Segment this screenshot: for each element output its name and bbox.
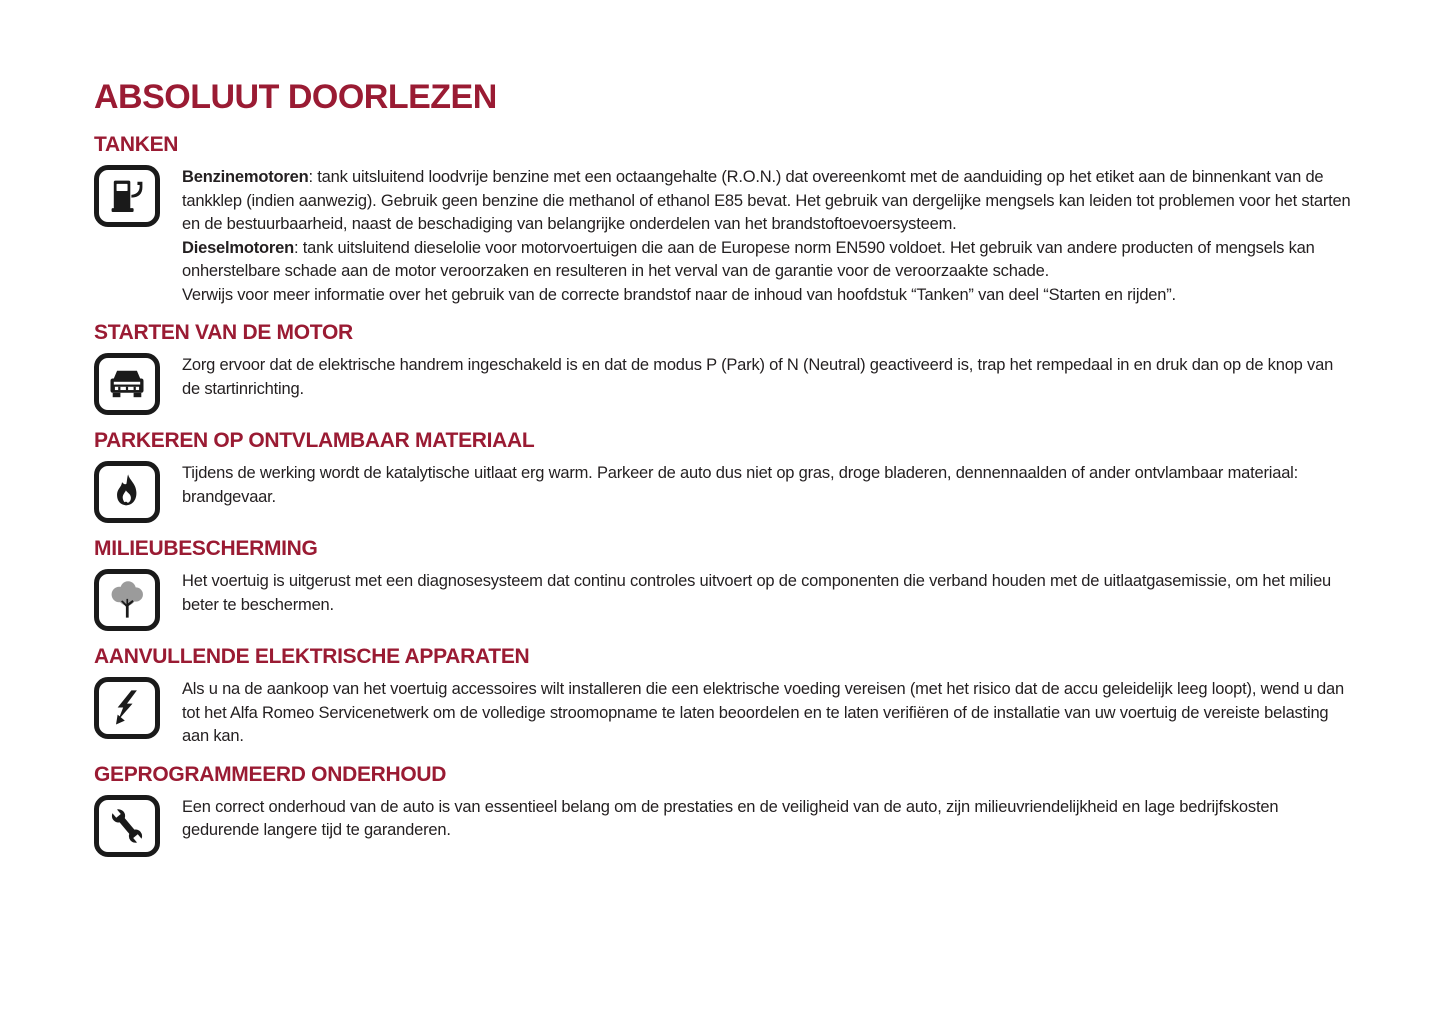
section-text-milieu — [182, 569, 1351, 617]
section-heading-onderhoud: GEPROGRAMMEERD ONDERHOUD — [94, 762, 447, 786]
section-heading-tanken: TANKEN — [94, 133, 179, 156]
car-icon — [94, 353, 160, 415]
paragraph-parkeren: Tijdens de werking wordt de katalytische uitlaat erg warm. Parkeer de auto dus niet op gras, droge bladeren, dennennaalden of ander ontvlambaar materiaal: brandgevaar. — [182, 464, 1299, 506]
section-parkeren — [94, 429, 1351, 523]
section-text-starten — [182, 353, 1351, 401]
section-heading-parkeren: PARKEREN OP ONTVLAMBAAR MATERIAAL — [94, 429, 535, 452]
section-onderhoud — [94, 763, 1351, 857]
paragraph-verwijs: Verwijs voor meer informatie over het gebruik van de correcte brandstof naar de inhoud van hoofdstuk “Tanken” van deel “Starten en rijden”. — [182, 285, 1176, 304]
section-elektrisch — [94, 645, 1351, 749]
paragraph-onderhoud: Een correct onderhoud van de auto is van essentieel belang om de prestaties en de veiligheid van de auto, zijn milieuvriendelijkheid en lage bedrijfskosten gedurende langere tijd te garanderen. — [182, 797, 1279, 839]
section-heading-milieu: MILIEUBESCHERMING — [94, 537, 318, 560]
section-starten — [94, 321, 1351, 415]
wrench-icon — [94, 795, 160, 857]
paragraph-dieselmotoren: Dieselmotoren: tank uitsluitend dieselolie voor motorvoertuigen die aan de Europese norm EN590 voldoet. Het gebruik van andere producten of mengsels kan onherstelbare schade aan de motor veroorzaken en resulteren in het verval van de garantie voor de veroorzaakte schade. — [182, 238, 1315, 280]
section-text-tanken — [182, 165, 1351, 307]
section-heading-elektrisch: AANVULLENDE ELEKTRISCHE APPARATEN — [94, 645, 530, 668]
fuel-pump-icon — [94, 165, 160, 227]
lightning-icon — [94, 677, 160, 739]
section-milieu — [94, 537, 1351, 631]
page-title: ABSOLUUT DOORLEZEN — [94, 78, 497, 116]
paragraph-elektrisch: Als u na de aankoop van het voertuig accessoires wilt installeren die een elektrische voeding vereisen (met het risico dat de accu geleidelijk leeg loopt), wend u dan tot het Alfa Romeo Servicenetwerk om de volledige stroomopname te laten beoordelen en te laten verifiëren of de installatie van uw voertuig de vereiste belasting aan kan. — [182, 680, 1344, 745]
section-tanken — [94, 133, 1351, 307]
paragraph-milieu: Het voertuig is uitgerust met een diagnosesysteem dat continu controles uitvoert op de componenten die verband houden met de uitlaatgasemissie, om het milieu beter te beschermen. — [182, 572, 1332, 614]
tree-icon — [94, 569, 160, 631]
paragraph-starten: Zorg ervoor dat de elektrische handrem ingeschakeld is en dat de modus P (Park) of N (Neutral) geactiveerd is, trap het rempedaal in en druk dan op de knop van de startinrichting. — [182, 356, 1334, 398]
flame-icon — [94, 461, 160, 523]
section-text-elektrisch — [182, 677, 1351, 749]
section-heading-starten: STARTEN VAN DE MOTOR — [94, 321, 353, 344]
section-text-onderhoud — [182, 795, 1351, 843]
paragraph-benzinemotoren: Benzinemotoren: tank uitsluitend loodvrije benzine met een octaangehalte (R.O.N.) dat overeenkomt met de aanduiding op het etiket aan de binnenkant van de tankklep (indien aanwezig). Gebruik geen benzine die methanol of ethanol E85 bevat. Het gebruik van dergelijke mengsels kan leiden tot problemen voor het starten en de bestuurbaarheid, naast de beschadiging van belangrijke onderdelen van het brandstoftoevoersysteem. — [182, 168, 1351, 233]
section-text-parkeren — [182, 461, 1351, 509]
